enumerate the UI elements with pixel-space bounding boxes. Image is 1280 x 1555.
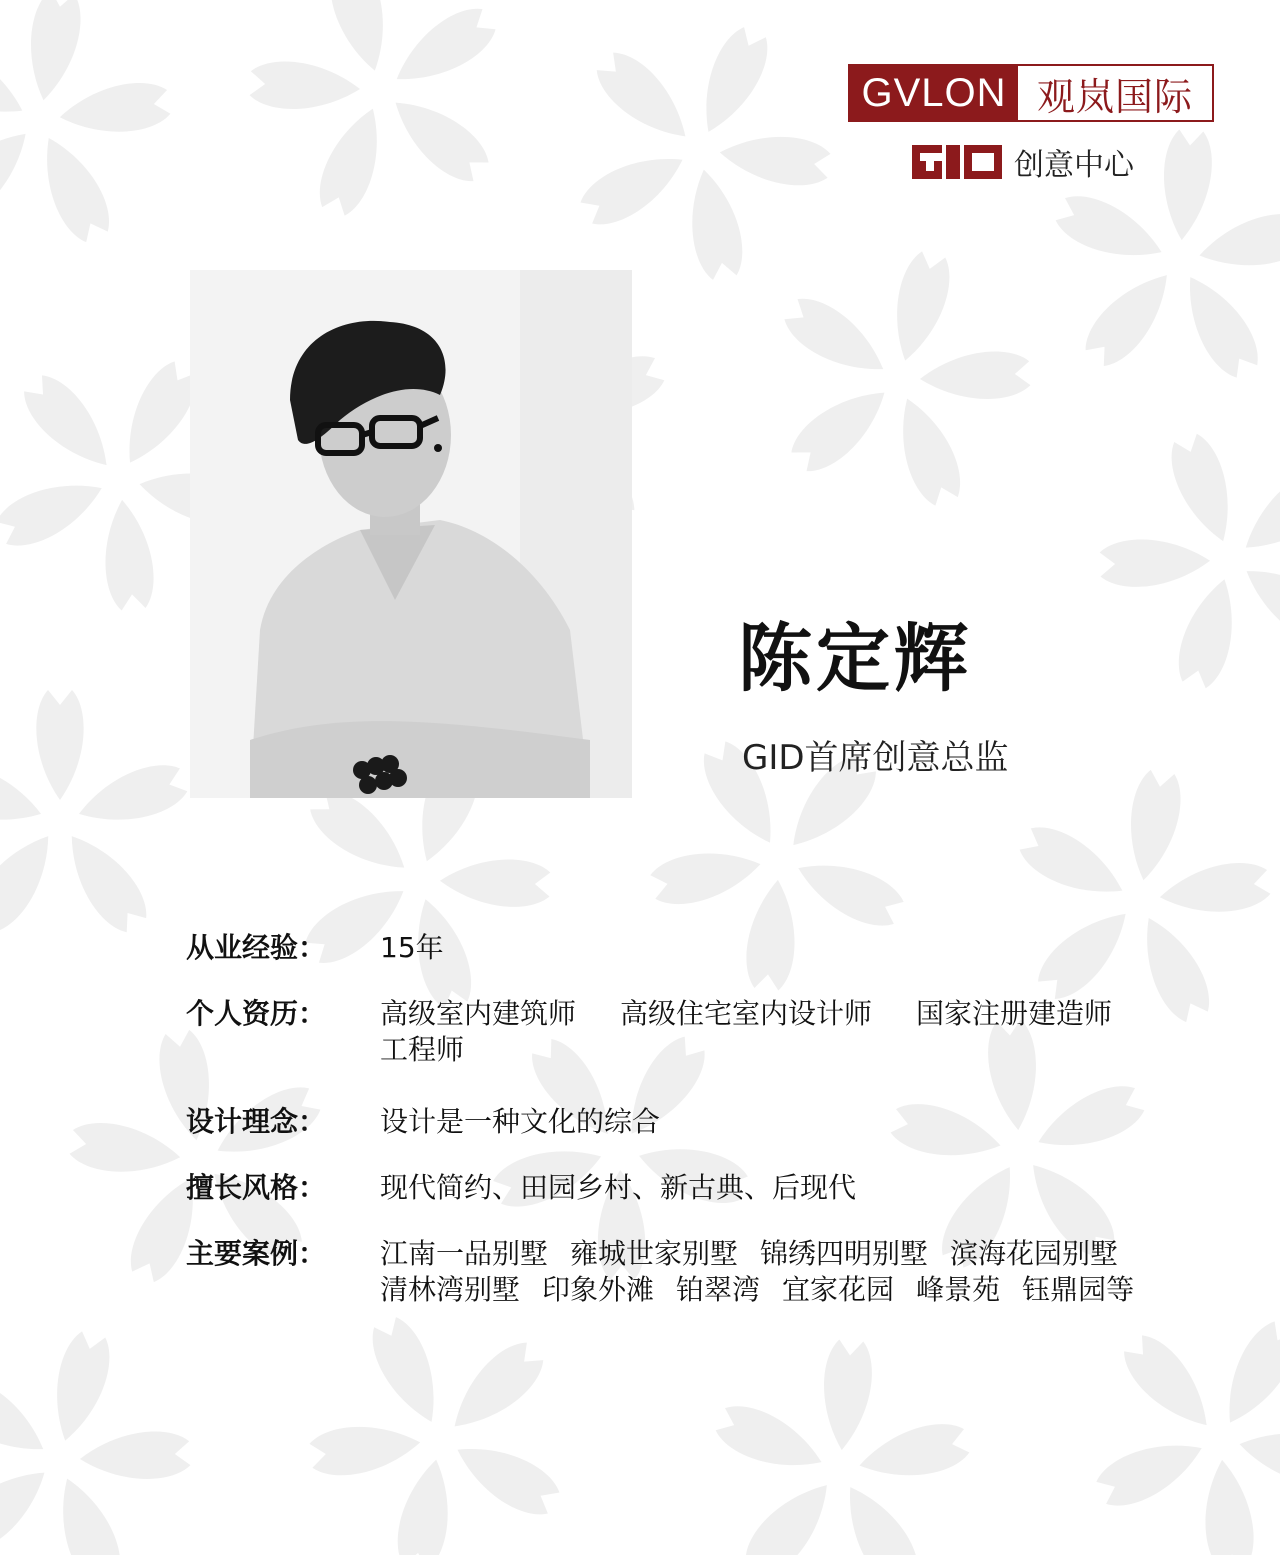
person-name: 陈定辉 (738, 616, 972, 702)
styles-label: 擅长风格： (186, 1171, 327, 1204)
philosophy-label: 设计理念： (186, 1105, 327, 1138)
qualification-item: 高级室内建筑师 (380, 997, 577, 1030)
case-item: 钰鼎园等 (1022, 1273, 1135, 1306)
experience-label: 从业经验： (186, 931, 327, 964)
person-title: GID首席创意总监 (742, 738, 1009, 778)
cases-line-1 (380, 1236, 1196, 1272)
gvlon-logo (848, 64, 1214, 122)
case-item: 锦绣四明别墅 (760, 1237, 929, 1270)
philosophy-value: 设计是一种文化的综合 (380, 1105, 661, 1138)
info-row-philosophy (186, 1104, 1196, 1140)
qualifications-line-1 (380, 996, 1196, 1032)
case-item: 峰景苑 (916, 1273, 1001, 1306)
info-row-experience (186, 930, 1196, 966)
gid-sub-logo (912, 140, 1134, 184)
qualification-item: 国家注册建造师 (916, 997, 1113, 1030)
case-item: 滨海花园别墅 (950, 1237, 1119, 1270)
profile-info-list (186, 930, 1196, 1338)
gid-logo-mark (912, 143, 1004, 181)
experience-value: 15年 (380, 931, 444, 964)
qualifications-line-2 (380, 1032, 1196, 1068)
qualification-item: 工程师 (380, 1033, 465, 1066)
case-item: 宜家花园 (782, 1273, 895, 1306)
case-item: 清林湾别墅 (380, 1273, 521, 1306)
creative-center-text: 创意中心 (1014, 148, 1134, 183)
info-row-styles (186, 1170, 1196, 1206)
case-item: 印象外滩 (542, 1273, 655, 1306)
portrait-photo (190, 270, 632, 798)
qualifications-value (380, 996, 1196, 1068)
styles-value: 现代简约、田园乡村、新古典、后现代 (380, 1171, 857, 1204)
cases-value (380, 1236, 1196, 1308)
case-item: 铂翠湾 (676, 1273, 761, 1306)
qualification-item: 高级住宅室内设计师 (620, 997, 873, 1030)
cases-line-2 (380, 1272, 1196, 1308)
logo-brand-cn: 观岚国际 (1036, 74, 1193, 119)
info-row-qualifications (186, 996, 1196, 1068)
cases-label: 主要案例： (186, 1237, 327, 1270)
logo-brand-en: GVLON (850, 66, 1018, 120)
case-item: 雍城世家别墅 (570, 1237, 739, 1270)
qualifications-label: 个人资历： (186, 997, 327, 1030)
info-row-cases (186, 1236, 1196, 1308)
case-item: 江南一品别墅 (380, 1237, 549, 1270)
